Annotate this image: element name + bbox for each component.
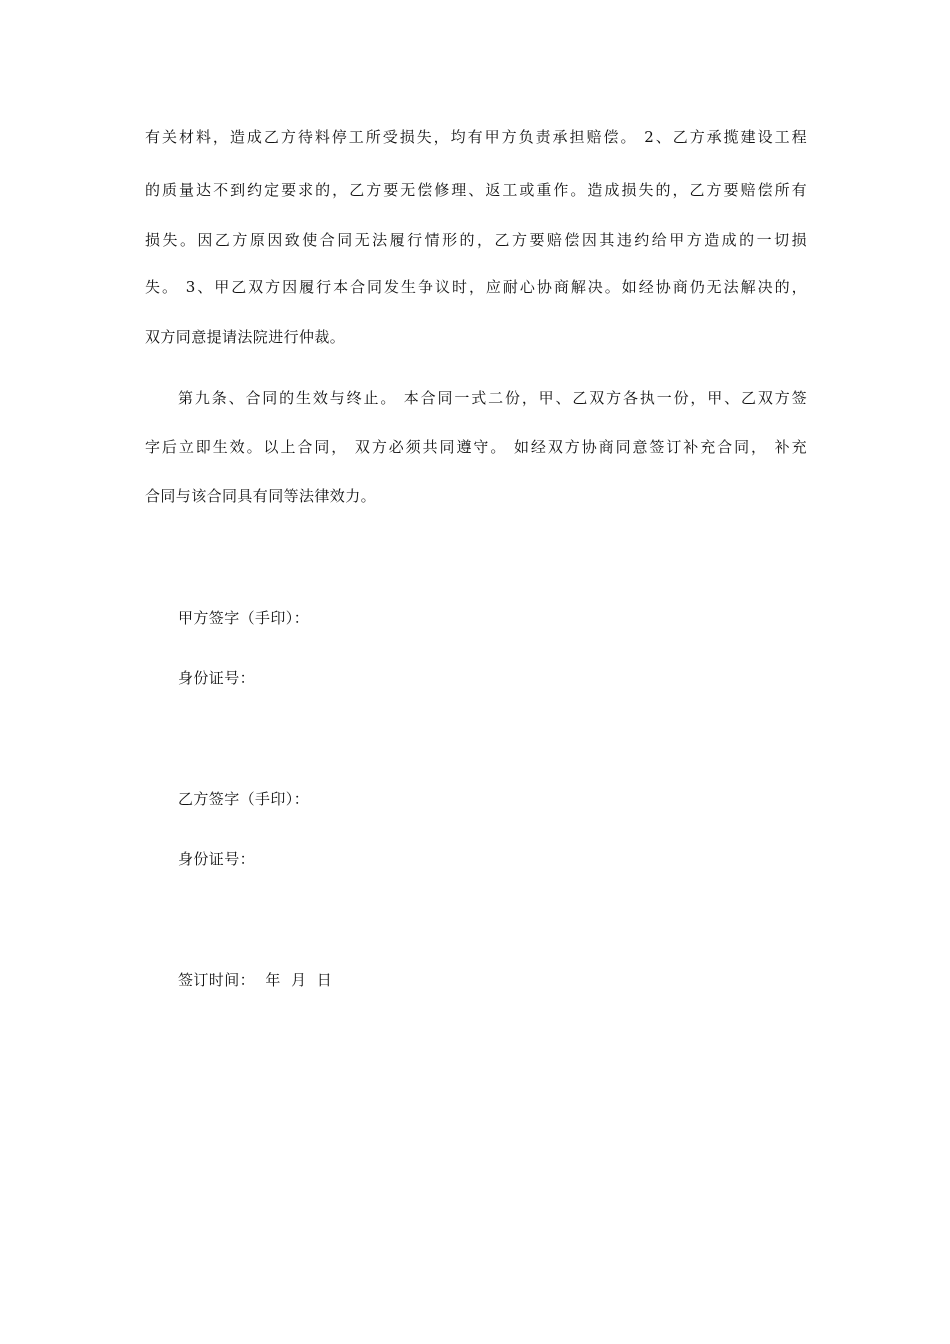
clause9-line-1: 第九条、合同的生效与终止。 本合同一式二份，甲、乙双方各执一份，甲、乙双方签 (178, 389, 807, 407)
party-b-signature-label: 乙方签字（手印）： (178, 790, 310, 808)
party-a-signature-label: 甲方签字（手印）： (178, 609, 310, 627)
party-b-id-label: 身份证号： (178, 850, 256, 868)
clause9-line-3: 合同与该合同具有同等法律效力。 (145, 487, 377, 505)
clause8-line-5: 双方同意提请法院进行仲裁。 (145, 328, 346, 346)
party-a-id-label: 身份证号： (178, 669, 256, 687)
clause8-line-3: 损失。因乙方原因致使合同无法履行情形的，乙方要赔偿因其违约给甲方造成的一切损 (145, 231, 807, 249)
sign-date-label: 签订时间： 年 月 日 (178, 971, 333, 989)
clause8-line-4: 失。 3、甲乙双方因履行本合同发生争议时，应耐心协商解决。如经协商仍无法解决的， (145, 278, 807, 296)
clause8-line-1: 有关材料，造成乙方待料停工所受损失，均有甲方负责承担赔偿。 2、乙方承揽建设工程 (145, 128, 807, 146)
clause8-line-2: 的质量达不到约定要求的，乙方要无偿修理、返工或重作。造成损失的，乙方要赔偿所有 (145, 181, 807, 199)
clause9-line-2: 字后立即生效。以上合同， 双方必须共同遵守。 如经双方协商同意签订补充合同， 补充 (145, 438, 807, 456)
